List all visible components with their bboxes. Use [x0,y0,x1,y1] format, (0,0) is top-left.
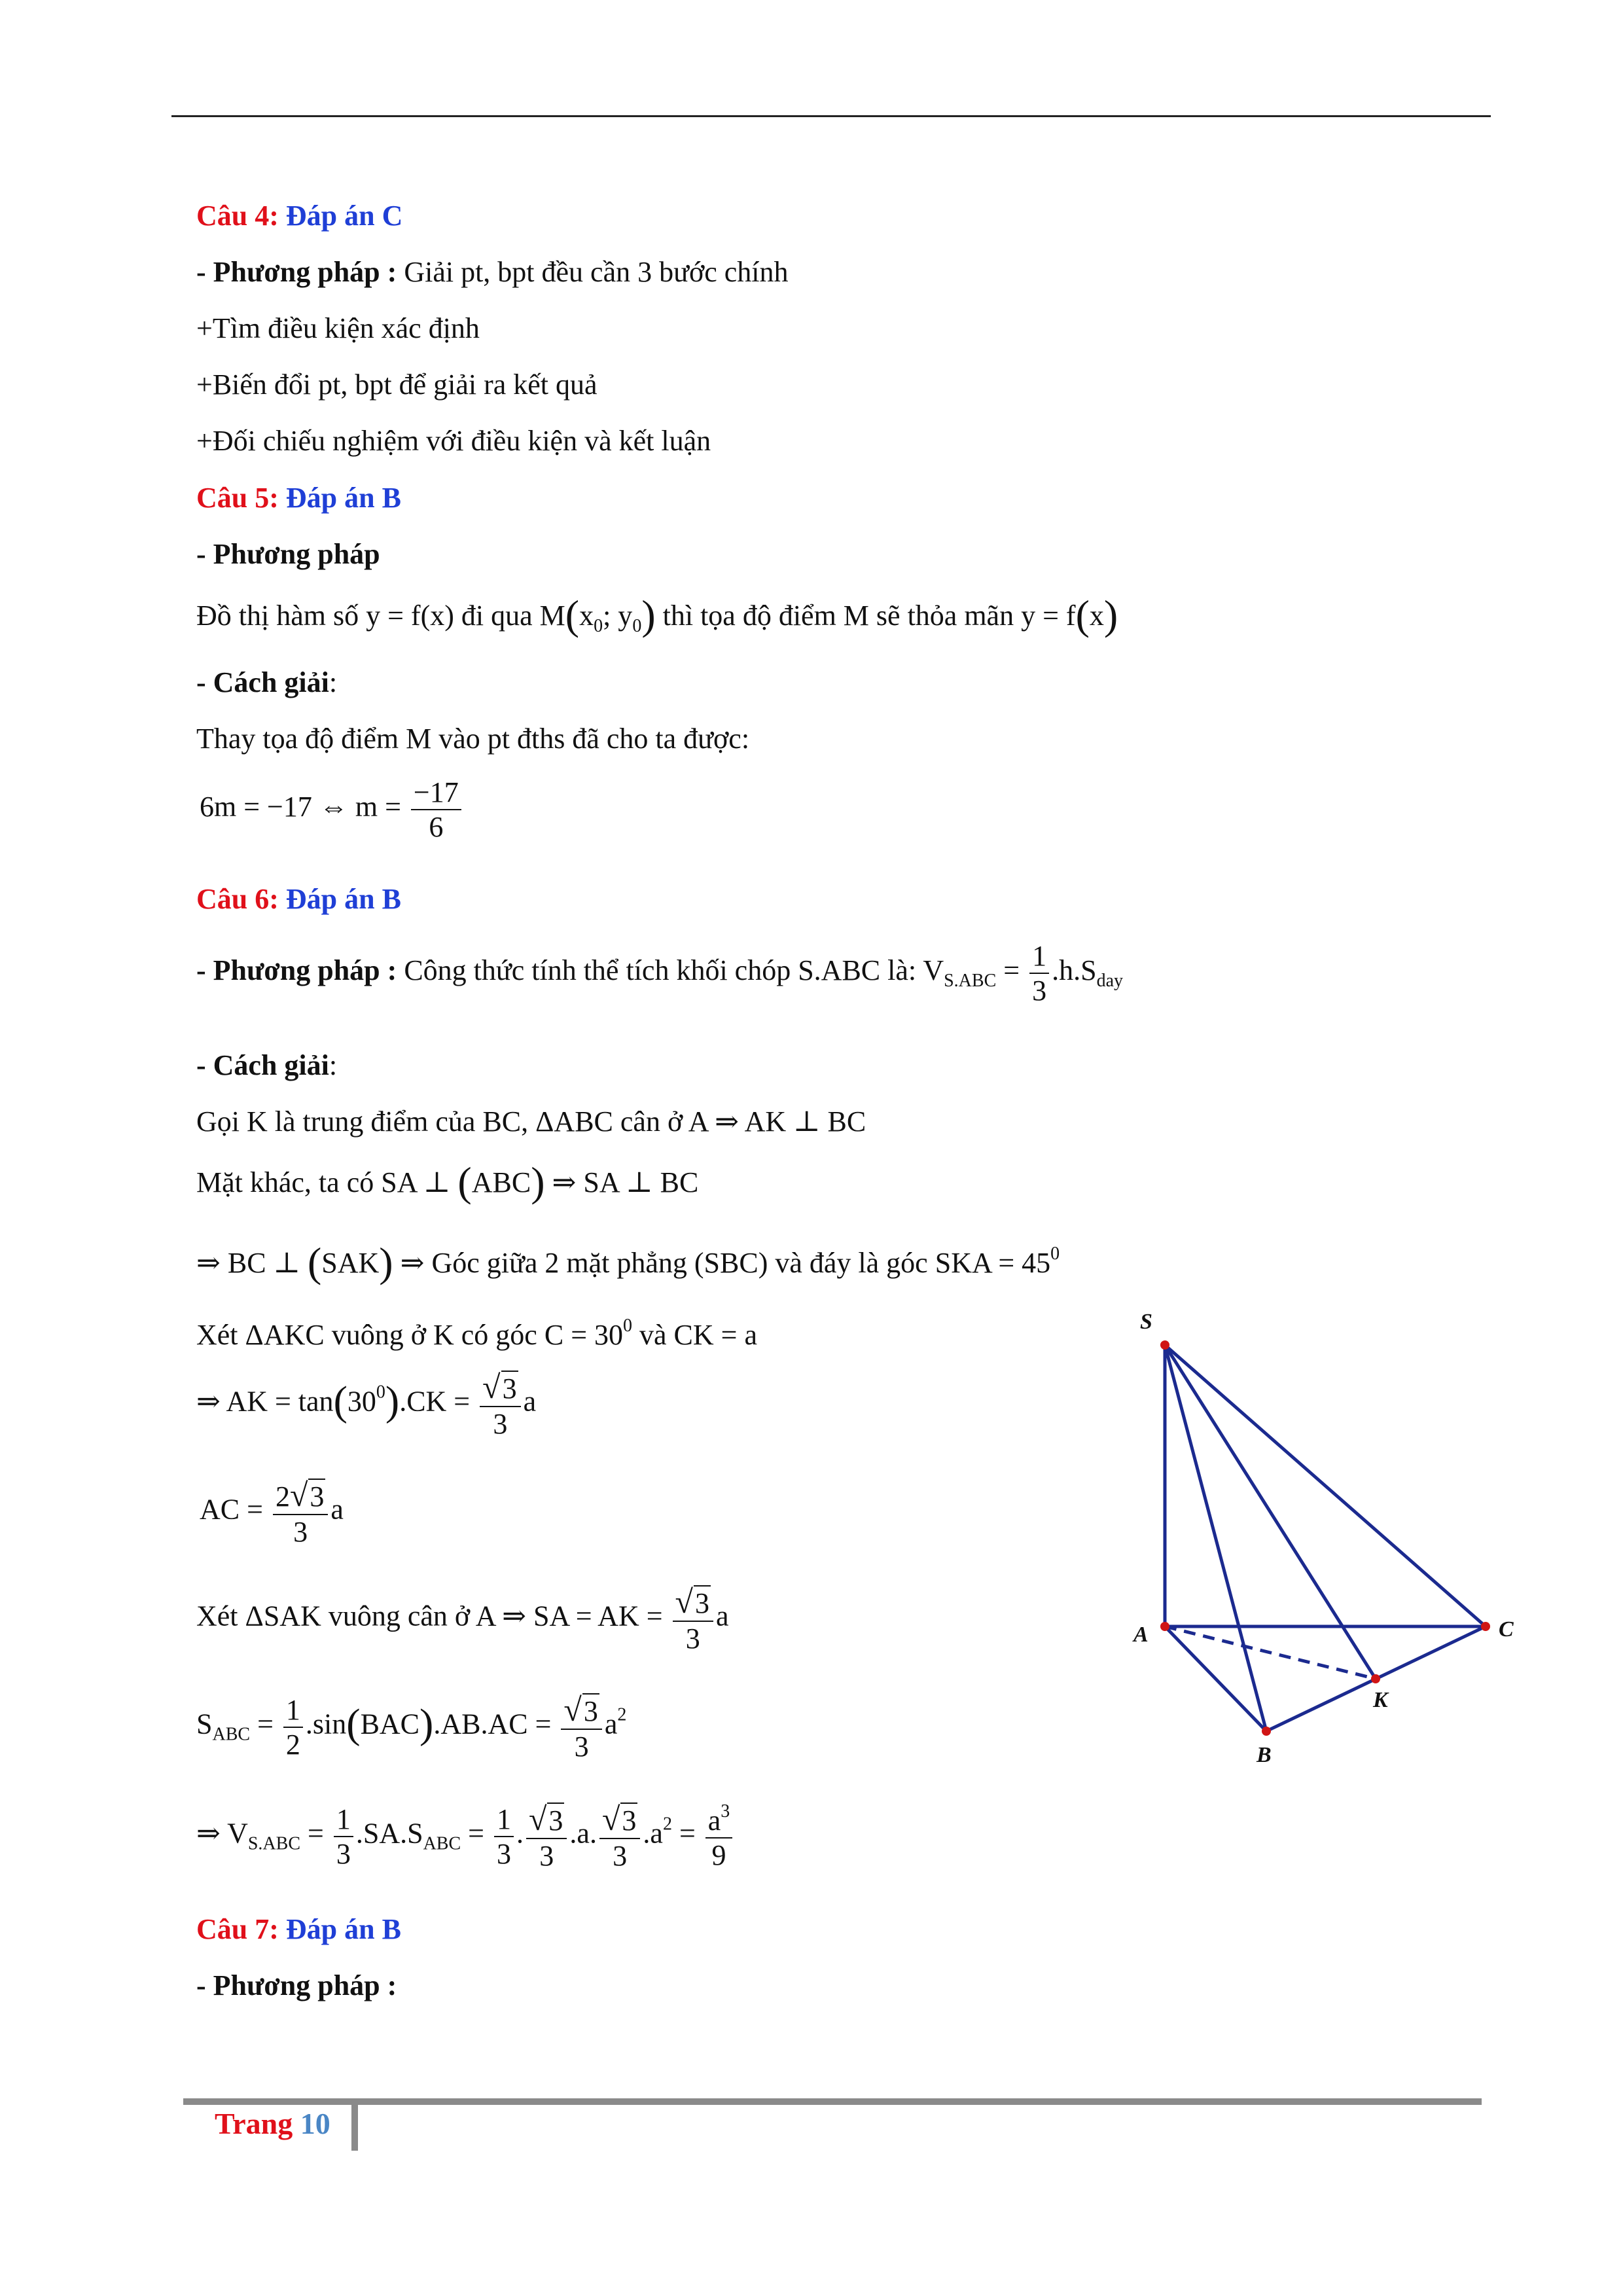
angle-c-30: $C = 30^0$ [544,1316,633,1351]
q6-heading: Câu 6: Đáp án B [196,883,401,915]
edge-sk [1165,1345,1376,1679]
q6-solution-label: - Cách giải: [196,1049,338,1081]
label-c: C [1499,1617,1514,1641]
label-k: K [1373,1688,1388,1712]
q5-solution-text: Thay tọa độ điểm M vào pt đths đã cho ta được: [196,723,750,755]
q6-line-6-ac: AC = $\frac{2√3}{3}$ a [200,1477,344,1548]
function-formula: y = f(x) [1021,592,1118,638]
q4-method: - Phương pháp : Giải pt, bpt đều cần 3 bước chính [196,256,789,288]
q6-line-2: Mặt khác, ta có SA ⊥ (ABC) ⇒ SA ⊥ BC [196,1158,699,1205]
q6-line-8-area: $S_{ABC}$ = $\frac{1}{2}$ .sin(BAC).AB.AC = $\frac{√3}{3}$ $a^2$ [196,1691,627,1763]
q5-equation: 6m = −17 ⇔ m = $\frac{-17}{6}$ [200,776,464,844]
q7-heading: Câu 7: Đáp án B [196,1913,401,1945]
label-s: S [1140,1310,1152,1334]
q6-line-7: Xét ΔSAK vuông cân ở A ⇒ SA = AK = $\frac{√3}{3}$ a [196,1583,729,1655]
point-c [1481,1622,1490,1631]
q6-method: - Phương pháp : Công thức tính thể tích khối chóp S.ABC là: $V_{S.ABC}$ = $\frac{1}{3}$ $.h.S_{day}$ [196,940,1124,1007]
sa-perp-abc: SA ⊥ (ABC) ⇒ SA ⊥ BC [381,1158,699,1205]
point-k [1371,1674,1380,1683]
footer-rule [183,2098,1482,2105]
fraction-minus-17-over-6: $\frac{-17}{6}$ [411,776,461,844]
point-a [1160,1622,1169,1631]
page-number: 10 [300,2107,330,2140]
q5-method-label: - Phương pháp [196,538,380,570]
q4-heading: Câu 4: Đáp án C [196,200,403,232]
point-s [1160,1340,1169,1350]
edge-ak-dashed [1165,1626,1376,1679]
q6-line-1: Gọi K là trung điểm của BC, ΔABC cân ở A ⇒ AK ⊥ BC [196,1105,866,1138]
bc-perp-sak: ⇒ BC ⊥ (SAK) ⇒ [196,1239,425,1285]
q5-method-text: Đồ thị hàm số y = f(x) đi qua $M(x_0$; $y_0$) thì tọa độ điểm M sẽ thỏa mãn y = f(x) [196,592,1118,638]
q6-line-4: Xét ΔAKC vuông ở K có góc $C = 30^0$ và CK = a [196,1316,758,1351]
q4-step-3: +Đối chiếu nghiệm với điều kiện và kết luận [196,425,711,457]
q7-method: - Phương pháp : [196,1969,397,2001]
label-b: B [1257,1743,1272,1767]
point-m-formula: $M(x_0$; $y_0$) [539,592,656,638]
volume-formula: $V_{S.ABC}$ = $\frac{1}{3}$ $.h.S_{day}$ [923,940,1124,1007]
q6-line-3: ⇒ BC ⊥ (SAK) ⇒ Góc giữa 2 mặt phẳng (SBC) và đáy là góc SKA = $45^0$ [196,1239,1060,1285]
label-a: A [1133,1623,1149,1647]
q4-step-1: +Tìm điều kiện xác định [196,312,480,344]
point-b [1262,1727,1271,1736]
q6-line-9-volume: ⇒ $V_{S.ABC}$ = $\frac{1}{3}$ $.SA.S_{ABC}$ = $\frac{1}{3}$ . $\frac{√3}{3}$ .a. $\frac{√3}{3}$ $.a^2$ = $\frac{a^3}{9}$ [196,1800,735,1873]
edge-sb [1165,1345,1266,1731]
q6-line-5-ak: ⇒ AK = $\tan(30^0).CK$ = $\frac{√3}{3}$ a [196,1369,537,1440]
edge-sc [1165,1345,1486,1626]
pyramid-figure [1113,1296,1544,1793]
footer-divider [351,2098,358,2151]
q5-heading: Câu 5: Đáp án B [196,482,401,514]
q5-solution-label: - Cách giải: [196,666,338,698]
page-footer: Trang 10 [215,2107,330,2140]
q4-step-2: +Biến đổi pt, bpt để giải ra kết quả [196,368,597,401]
header-rule [171,115,1491,117]
